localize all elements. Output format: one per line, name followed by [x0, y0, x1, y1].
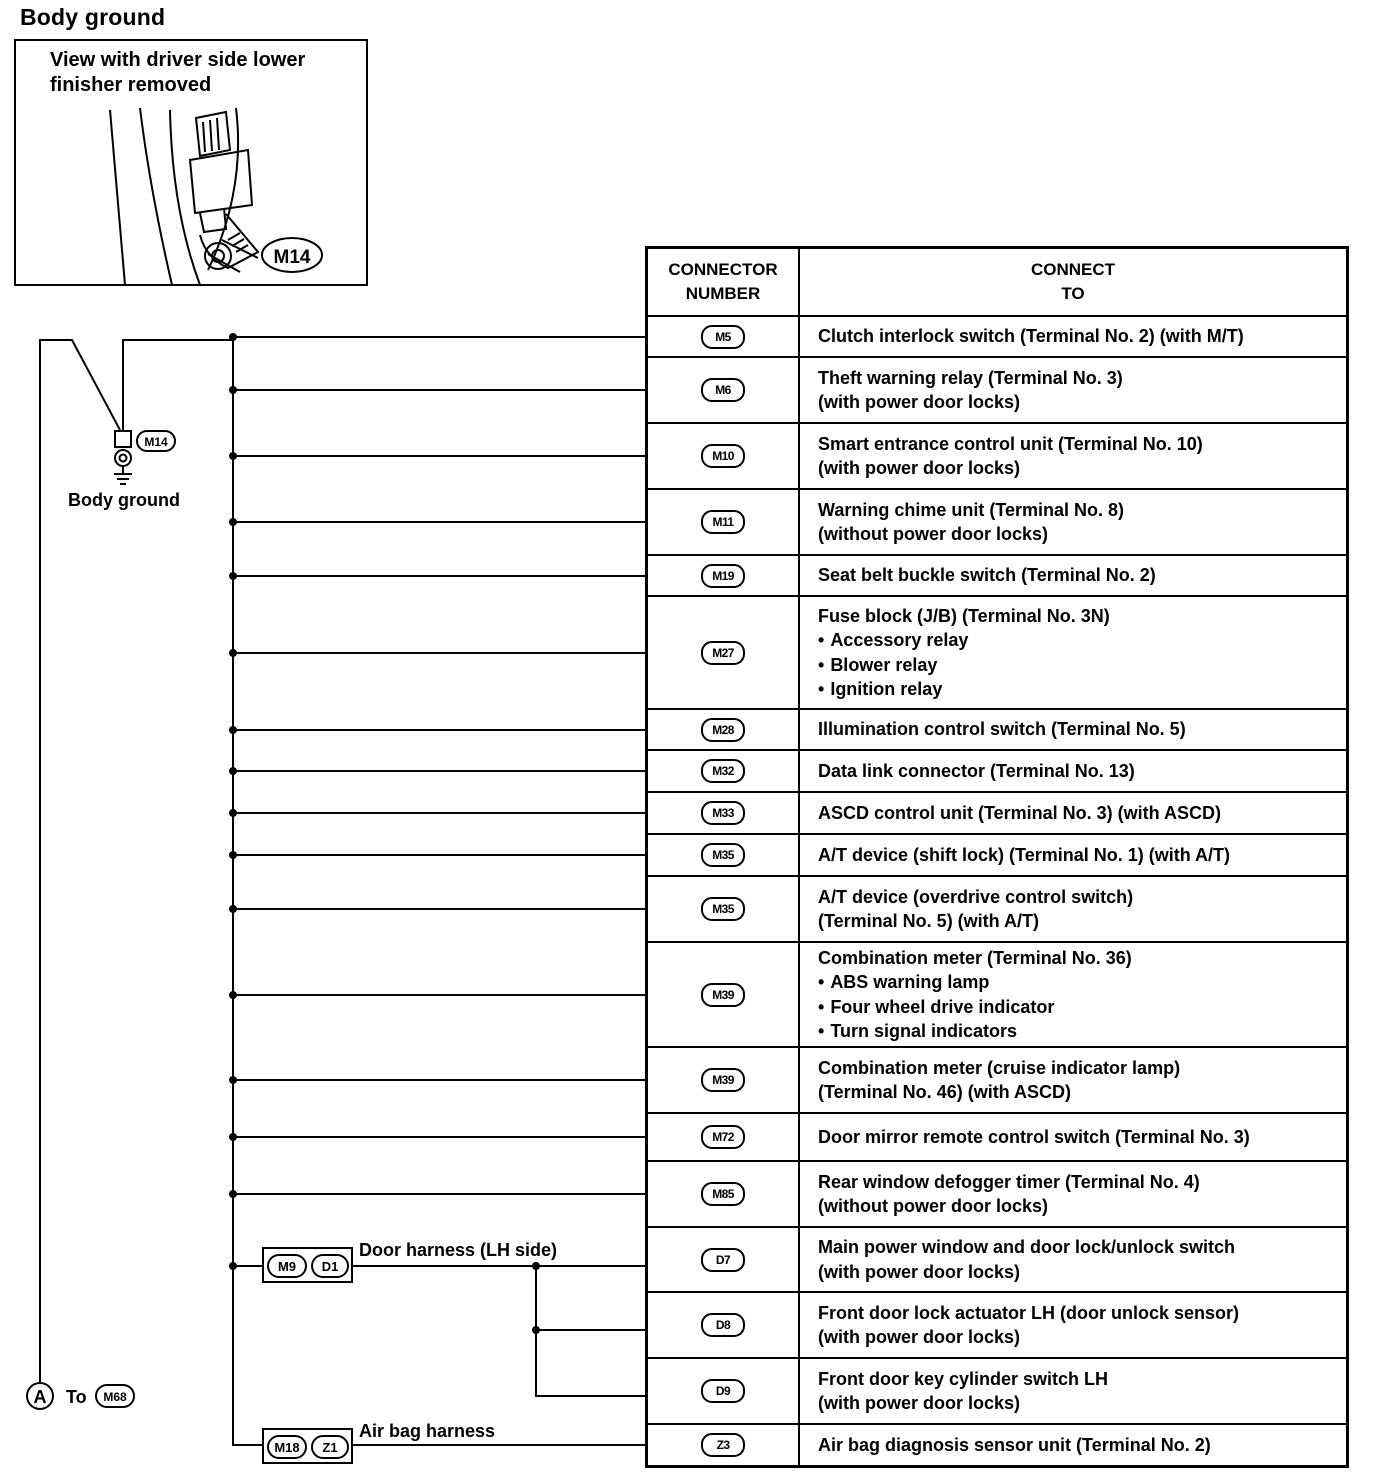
connect-to-cell	[799, 1358, 1348, 1424]
connector-cell	[647, 555, 800, 596]
splice-dot	[229, 851, 237, 859]
connect-to-text: Front door lock actuator LH (door unlock sensor)	[818, 1302, 1240, 1323]
connector-badge: M72	[701, 1125, 745, 1149]
splice-dot	[229, 518, 237, 526]
connect-to-text: (Terminal No. 46) (with ASCD)	[818, 1082, 1072, 1102]
connector-cell	[647, 1227, 800, 1292]
door-harness-label: Door harness (LH side)	[359, 1240, 558, 1260]
splice-dot	[229, 1262, 237, 1270]
connector-badge: M27	[701, 641, 745, 665]
table-row	[647, 750, 1348, 792]
connect-to-cell	[799, 1161, 1348, 1227]
splice-dot	[229, 572, 237, 580]
airbag-harness	[263, 1421, 645, 1463]
connector-badge: M35	[701, 843, 745, 867]
table-row	[647, 596, 1348, 709]
door-harness-connector-m9: M9	[277, 1259, 297, 1274]
connect-to-cell	[799, 792, 1348, 834]
reference-to-label: To	[66, 1387, 87, 1407]
table-row	[647, 489, 1348, 555]
connector-cell	[647, 1424, 800, 1466]
table-row	[647, 1227, 1348, 1292]
splice-dot	[229, 1076, 237, 1084]
table-row	[647, 792, 1348, 834]
table-row	[647, 316, 1348, 357]
connector-badge: D9	[701, 1379, 745, 1403]
table-row	[647, 1161, 1348, 1227]
splice-dot	[229, 649, 237, 657]
connect-to-text: Combination meter (Terminal No. 36)	[818, 947, 1132, 968]
connect-to-text: (Terminal No. 5) (with A/T)	[818, 911, 1039, 931]
table-row	[647, 357, 1348, 423]
connect-to-cell	[799, 357, 1348, 423]
connect-to-text: Combination meter (cruise indicator lamp)	[818, 1057, 1181, 1078]
table-row	[647, 942, 1348, 1047]
table-row	[647, 1113, 1348, 1161]
splice-dot	[229, 991, 237, 999]
connector-cell	[647, 876, 800, 942]
connector-cell	[647, 316, 800, 357]
connector-cell	[647, 596, 800, 709]
connect-to-cell	[799, 1424, 1348, 1466]
connector-cell	[647, 792, 800, 834]
reference-connector-label: M68	[103, 1390, 127, 1404]
splice-dot	[229, 333, 237, 341]
connect-to-bullet: • Ignition relay	[818, 677, 1346, 702]
connector-badge: M39	[701, 1068, 745, 1092]
connect-to-bullet: • Accessory relay	[818, 628, 1346, 653]
connect-to-text: (with power door locks)	[818, 1261, 1021, 1282]
splice-dot	[229, 767, 237, 775]
view-connector-label: M14	[273, 247, 311, 268]
connect-to-text: Air bag diagnosis sensor unit (Terminal No. 2)	[818, 1434, 1211, 1455]
splice-dot	[229, 809, 237, 817]
connector-badge: D8	[701, 1313, 745, 1337]
connect-to-cell	[799, 423, 1348, 489]
connect-to-text: (with power door locks)	[818, 1393, 1021, 1413]
table-row	[647, 834, 1348, 876]
connect-to-cell	[799, 555, 1348, 596]
connector-cell	[647, 1047, 800, 1113]
reference-a-letter: A	[33, 1387, 47, 1407]
connect-to-cell	[799, 942, 1348, 1047]
connect-to-text: Seat belt buckle switch (Terminal No. 2)	[818, 565, 1156, 586]
connect-to-text: Fuse block (J/B) (Terminal No. 3N)	[818, 605, 1110, 626]
connector-cell	[647, 1161, 800, 1227]
connect-to-text: Front door key cylinder switch LH	[818, 1368, 1109, 1389]
connector-table	[645, 246, 1349, 1468]
connector-badge: M32	[701, 759, 745, 783]
connect-to-cell	[799, 1227, 1348, 1292]
splice-dot	[229, 452, 237, 460]
connect-to-text: Rear window defogger timer (Terminal No. 4)	[818, 1171, 1200, 1192]
table-row	[647, 555, 1348, 596]
connect-to-text: Warning chime unit (Terminal No. 8)	[818, 499, 1125, 520]
table-row	[647, 709, 1348, 750]
connect-to-bullet: • Four wheel drive indicator	[818, 995, 1346, 1020]
connect-to-text: ASCD control unit (Terminal No. 3) (with ASCD)	[818, 802, 1221, 823]
connector-cell	[647, 423, 800, 489]
door-harness-connector-d1: D1	[321, 1259, 339, 1274]
connector-cell	[647, 750, 800, 792]
table-row	[647, 423, 1348, 489]
splice-dot	[229, 1133, 237, 1141]
splice-dot	[229, 386, 237, 394]
connector-badge: Z3	[701, 1433, 745, 1457]
connector-cell	[647, 357, 800, 423]
table-row	[647, 876, 1348, 942]
airbag-harness-label: Air bag harness	[359, 1421, 496, 1441]
connector-badge: M5	[701, 325, 745, 349]
splice-dot	[229, 1190, 237, 1198]
connect-to-text: Theft warning relay (Terminal No. 3)	[818, 367, 1123, 388]
splice-dot	[229, 905, 237, 913]
connector-badge: D7	[701, 1248, 745, 1272]
airbag-harness-connector-z1: Z1	[322, 1440, 338, 1455]
connector-cell	[647, 709, 800, 750]
connect-to-text: (with power door locks)	[818, 392, 1021, 412]
header-connect-to: CONNECT TO	[799, 248, 1348, 317]
connector-badge: M10	[701, 444, 745, 468]
connect-to-cell	[799, 596, 1348, 709]
view-caption: View with driver side lower finisher removed	[50, 49, 306, 96]
header-connector-number: CONNECTOR NUMBER	[647, 248, 800, 317]
connector-cell	[647, 1292, 800, 1358]
connect-to-text: Main power window and door lock/unlock switch	[818, 1237, 1236, 1257]
connector-cell	[647, 489, 800, 555]
table-row	[647, 1358, 1348, 1424]
ground-connector-label: M14	[144, 435, 168, 449]
connector-table-body	[647, 316, 1348, 1466]
connect-to-text: Door mirror remote control switch (Terminal No. 3)	[818, 1126, 1250, 1147]
page-title: Body ground	[20, 4, 166, 30]
table-row	[647, 1047, 1348, 1113]
connector-badge: M35	[701, 897, 745, 921]
connect-to-text: Clutch interlock switch (Terminal No. 2) (with M/T)	[818, 326, 1244, 347]
connector-badge: M85	[701, 1182, 745, 1206]
connect-to-cell	[799, 489, 1348, 555]
connector-badge: M28	[701, 718, 745, 742]
table-row	[647, 1292, 1348, 1358]
airbag-harness-connector-m18: M18	[274, 1440, 300, 1455]
connect-to-cell	[799, 1292, 1348, 1358]
connect-to-text: Illumination control switch (Terminal No. 5)	[818, 719, 1186, 740]
connector-cell	[647, 1358, 800, 1424]
connector-badge: M19	[701, 564, 745, 588]
connector-badge: M33	[701, 801, 745, 825]
body-ground-label: Body ground	[68, 490, 180, 510]
connector-badge: M6	[701, 378, 745, 402]
connect-to-cell	[799, 834, 1348, 876]
connect-to-bullet: • Turn signal indicators	[818, 1019, 1346, 1044]
connect-to-bullet: • Blower relay	[818, 653, 1346, 678]
connect-to-bullet: • ABS warning lamp	[818, 970, 1346, 995]
connector-cell	[647, 1113, 800, 1161]
splice-dot	[229, 726, 237, 734]
door-harness	[263, 1240, 645, 1396]
connect-to-cell	[799, 709, 1348, 750]
connect-to-text: A/T device (shift lock) (Terminal No. 1) (with A/T)	[818, 844, 1231, 865]
connect-to-cell	[799, 750, 1348, 792]
connect-to-cell	[799, 316, 1348, 357]
connect-to-text: Data link connector (Terminal No. 13)	[818, 760, 1135, 781]
connect-to-cell	[799, 1113, 1348, 1161]
connect-to-cell	[799, 1047, 1348, 1113]
connector-badge: M39	[701, 983, 745, 1007]
connect-to-text: A/T device (overdrive control switch)	[818, 886, 1134, 907]
connector-badge: M11	[701, 510, 745, 534]
connect-to-cell	[799, 876, 1348, 942]
connect-to-text: (without power door locks)	[818, 1196, 1048, 1216]
connector-cell	[647, 834, 800, 876]
connect-to-text: Smart entrance control unit (Terminal No. 10)	[818, 433, 1203, 454]
connector-cell	[647, 942, 800, 1047]
connect-to-text: (with power door locks)	[818, 1327, 1021, 1347]
table-row	[647, 1424, 1348, 1466]
connect-to-text: (without power door locks)	[818, 524, 1048, 544]
connect-to-text: (with power door locks)	[818, 458, 1021, 478]
